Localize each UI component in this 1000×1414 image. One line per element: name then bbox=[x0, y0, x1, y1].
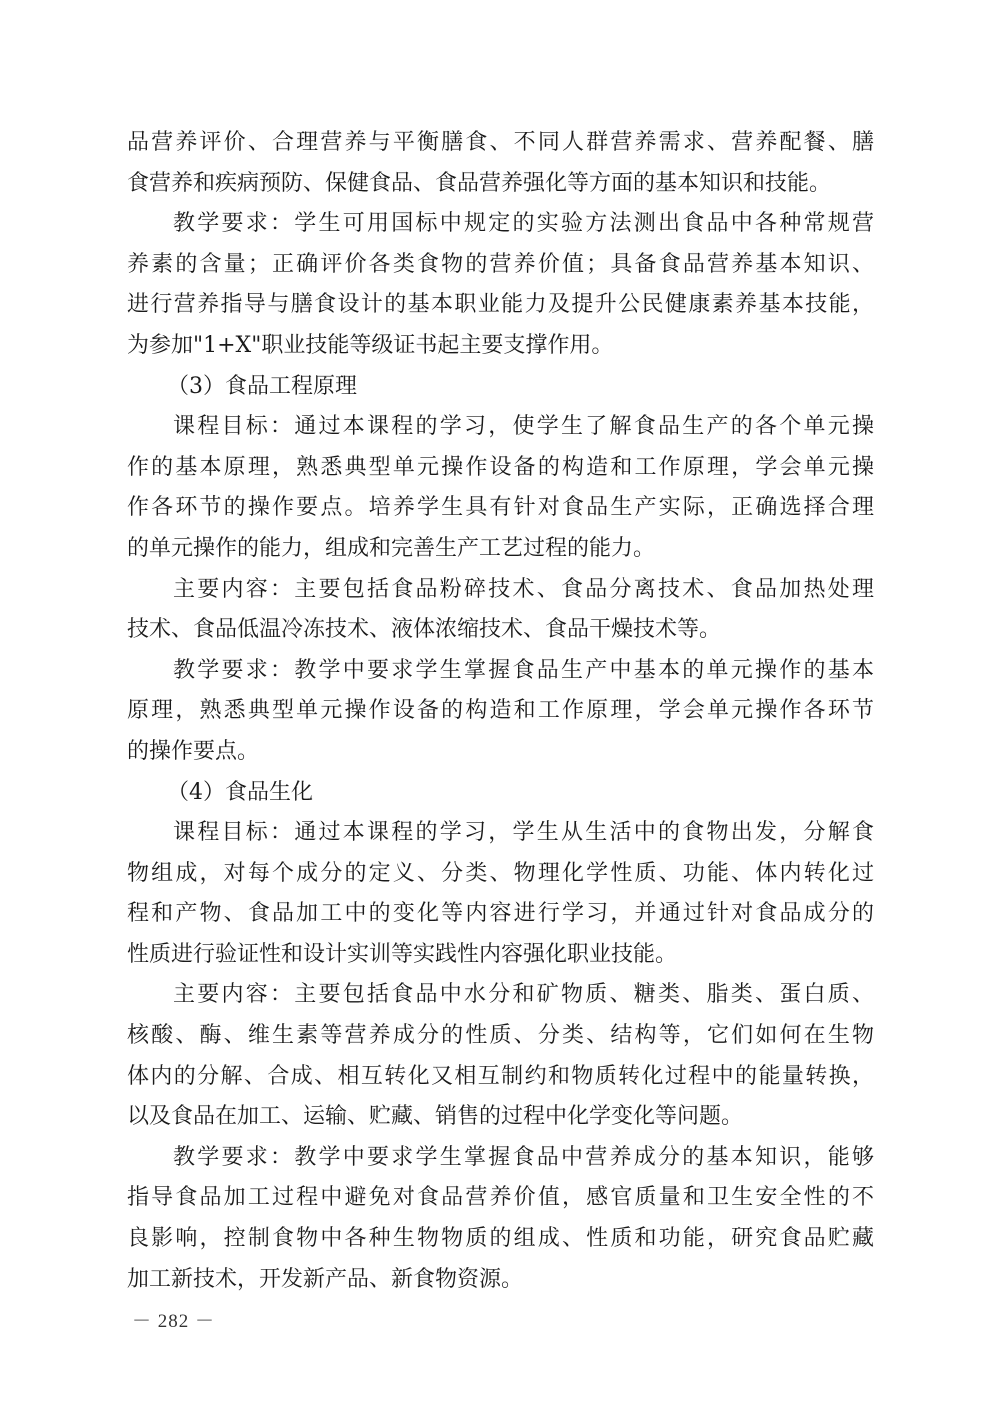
document-body bbox=[127, 123, 874, 1300]
text-line: 加工新技术，开发新产品、新食物资源。 bbox=[127, 1266, 524, 1292]
text-line: 课程目标：通过本课程的学习，使学生了解食品生产的各个单元操 bbox=[173, 414, 874, 440]
text-line: 教学要求：教学中要求学生掌握食品生产中基本的单元操作的基本 bbox=[173, 657, 874, 683]
text-line: 指导食品加工过程中避免对食品营养价值，感官质量和卫生安全性的不 bbox=[127, 1185, 874, 1211]
text-line: 的操作要点。 bbox=[127, 738, 260, 764]
text-line: 教学要求：学生可用国标中规定的实验方法测出食品中各种常规营 bbox=[173, 211, 874, 237]
text-line: 作的基本原理，熟悉典型单元操作设备的构造和工作原理，学会单元操 bbox=[127, 454, 874, 480]
text-line: 品营养评价、合理营养与平衡膳食、不同人群营养需求、营养配餐、膳 bbox=[127, 130, 874, 155]
section-heading: （4）食品生化 bbox=[167, 779, 313, 805]
text-line: 物组成，对每个成分的定义、分类、物理化学性质、功能、体内转化过 bbox=[127, 860, 874, 886]
text-line: 作各环节的操作要点。培养学生具有针对食品生产实际，正确选择合理 bbox=[127, 495, 874, 521]
text-line: 教学要求：教学中要求学生掌握食品中营养成分的基本知识，能够 bbox=[173, 1144, 874, 1170]
text-line: 养素的含量；正确评价各类食物的营养价值；具备食品营养基本知识、 bbox=[127, 251, 874, 277]
text-line: 进行营养指导与膳食设计的基本职业能力及提升公民健康素养基本技能， bbox=[127, 292, 874, 318]
text-line: 体内的分解、合成、相互转化又相互制约和物质转化过程中的能量转换， bbox=[127, 1063, 874, 1089]
text-line: 的单元操作的能力，组成和完善生产工艺过程的能力。 bbox=[127, 535, 656, 561]
text-line: 课程目标：通过本课程的学习，学生从生活中的食物出发，分解食 bbox=[173, 820, 874, 846]
text-line: 主要内容：主要包括食品粉碎技术、食品分离技术、食品加热处理 bbox=[173, 576, 874, 602]
text-line: 以及食品在加工、运输、贮藏、销售的过程中化学变化等问题。 bbox=[127, 1104, 744, 1130]
section-heading: （3）食品工程原理 bbox=[167, 373, 357, 399]
text-line: 技术、食品低温冷冻技术、液体浓缩技术、食品干燥技术等。 bbox=[127, 617, 722, 643]
text-line: 程和产物、食品加工中的变化等内容进行学习，并通过针对食品成分的 bbox=[127, 901, 874, 927]
page-number: － 282 － bbox=[132, 1311, 216, 1332]
text-line: 主要内容：主要包括食品中水分和矿物质、糖类、脂类、蛋白质、 bbox=[173, 982, 874, 1008]
text-line: 为参加"1+X"职业技能等级证书起主要支撑作用。 bbox=[127, 332, 614, 358]
text-line: 食营养和疾病预防、保健食品、食品营养强化等方面的基本知识和技能。 bbox=[127, 170, 832, 196]
text-line: 原理，熟悉典型单元操作设备的构造和工作原理，学会单元操作各环节 bbox=[127, 698, 874, 724]
text-line: 核酸、酶、维生素等营养成分的性质、分类、结构等，它们如何在生物 bbox=[127, 1023, 874, 1049]
text-line: 性质进行验证性和设计实训等实践性内容强化职业技能。 bbox=[127, 941, 678, 967]
text-line: 良影响，控制食物中各种生物物质的组成、性质和功能，研究食品贮藏 bbox=[127, 1226, 874, 1252]
